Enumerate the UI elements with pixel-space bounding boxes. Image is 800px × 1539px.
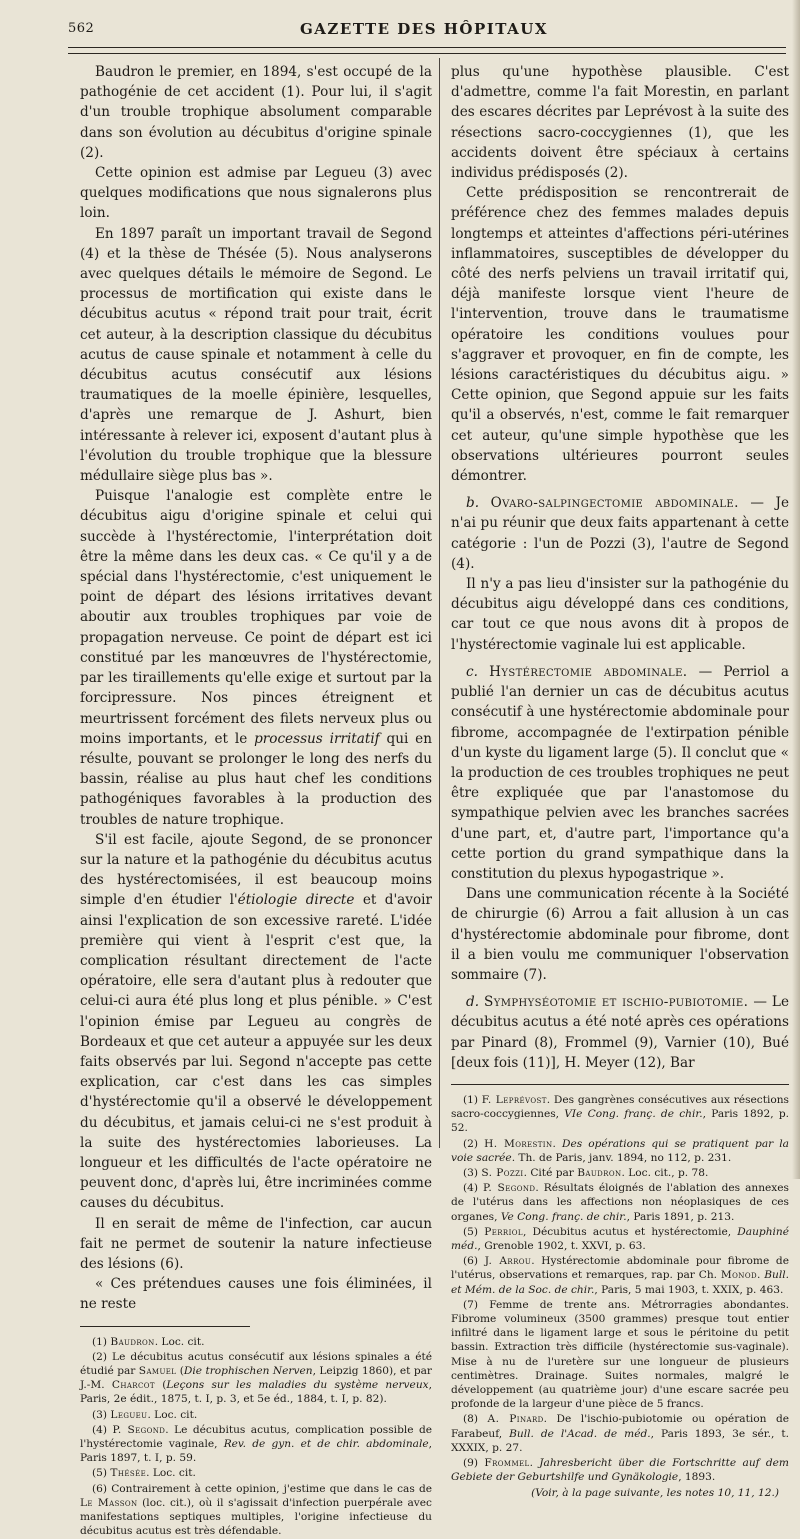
footnote: (4) P. Segond. Le décubitus acutus, complication possible de l'hystérectomie vaginale, Rev. de gyn. et de chir. abdominale, Paris 1897, t. I, p. 59.	[80, 1423, 432, 1465]
journal-title: GAZETTE DES HÔPITAUX	[299, 20, 548, 38]
page-header	[68, 14, 780, 44]
footnotes-right	[451, 1093, 789, 1501]
footnote: (8) A. Pinard. De l'ischio-pubiotomie ou opération de Farabeuf, Bull. de l'Acad. de méd., Paris 1893, 3e sér., t. XXXIX, p. 27.	[451, 1413, 790, 1454]
footnote: (1) F. Leprévost. Des gangrènes consécutives aux résections sacro-coccygiennes, VIe Cong. franç. de chir., Paris 1892, p. 52.	[451, 1093, 790, 1135]
paragraph: Il n'y a pas lieu d'insister sur la pathogénie du décubitus aigu développé dans ces conditions, car tout ce que nous avons dit à propos de l'hystérectomie vaginale lui est applicable.	[451, 576, 789, 653]
section-heading: Symphyséotomie et ischio-pubiotomie.	[484, 994, 749, 1011]
section-paragraph: c. Hystérectomie abdominale. — Perriol a publié l'an dernier un cas de décubitus acutus consécutif à une hystérectomie abdominale pour fibrome, accompagnée de l'extirpation pénible d'un kyste du ligament large (5). Il conclut que « la production de ces troubles trophiques ne peut être expliquée que par l'anastomose du sympathique pelvien avec les branches sacrées d'une part, et, d'autre part, l'importance qu'a cette portion du grand sympathique dans la constitution du plexus hypogastrique ».	[451, 663, 789, 882]
section-letter: d.	[466, 994, 480, 1011]
section-heading: Hystérectomie abdominale.	[489, 663, 688, 680]
paragraph: En 1897 paraît un important travail de Segond (4) et la thèse de Thésée (5). Nous analyserons avec quelques détails le mémoire de Segond. Le processus de mortification qui existe dans le décubitus acutus « répond trait pour trait, écrit cet auteur, à la description classique du décubitus acutus de cause spinale et notamment à celle du décubitus acutus consécutif aux lésions traumatiques de la moelle épinière, lesquelles, d'après une remarque de J. Ashurt, bien intéressante à relever ici, exposent d'autant plus à l'évolution du trouble trophique que la blessure médullaire siège plus bas ».	[80, 225, 432, 485]
page-edge-shadow	[792, 0, 800, 1179]
footnote: (5) Perriol, Décubitus acutus et hystérectomie, Dauphiné méd., Grenoble 1902, t. XXVI, p. 63.	[451, 1225, 789, 1252]
footnote: (9) Frommel. Jahresbericht über die Fortschritte auf dem Gebiete der Geburtshilfe und Gynäkologie, 1893.	[451, 1457, 789, 1484]
section-heading: Ovaro-salpingectomie abdominale.	[490, 495, 739, 512]
paragraph: Cette prédisposition se rencontrerait de préférence chez des femmes malades depuis longtemps et atteintes d'affections péri-utérines inflammatoires, susceptibles de développer du côté des nerfs pelviens un travail irritatif qui, déjà manifeste lorsque vient l'heure de l'intervention, trouve dans le traumatisme opératoire les conditions voulues pour s'aggraver et provoquer, en fin de compte, les lésions caractéristiques du décubitus aigu. » Cette opinion, que Segond appuie sur les faits qu'il a observés, n'est, comme le fait remarquer cet auteur, qu'une simple hypothèse que les observations ultérieures pourront seules démontrer.	[451, 185, 789, 485]
paragraph: Dans une communication récente à la Société de chirurgie (6) Arrou a fait allusion à un cas d'hystérectomie abdominale pour fibrome, dont il a bien voulu me communiquer l'observation sommaire (7).	[451, 886, 789, 983]
footnote: (6) J. Arrou. Hystérectomie abdominale pour fibrome de l'utérus, observations et remarques, rap. par Ch. Monod. Bull. et Mém. de la Soc. de chir., Paris, 5 mai 1903, t. XXIX, p. 463.	[451, 1255, 789, 1296]
section-paragraph: d. Symphyséotomie et ischio-pubiotomie. — Le décubitus acutus a été noté après ces opérations par Pinard (8), Frommel (9), Varnier (10), Bué [deux fois (11)], H. Meyer (12), Bar	[451, 994, 789, 1071]
header-rule-top	[68, 47, 786, 48]
header-rule-bottom	[68, 53, 786, 54]
paragraph: Il en serait de même de l'infection, car aucun fait ne permet de soutenir la nature infectieuse des lésions (6).	[80, 1215, 432, 1272]
footnote: (7) Femme de trente ans. Métrorragies abondantes. Fibrome volumineux (3500 grammes) presque tout entier infiltré dans le ligament large et sous le péritoine du petit bassin. Extraction très difficile (hystérectomie sus-vaginale). Mise à nu de l'uretère sur une longueur de plusieurs centimètres. Drainage. Suites normales, malgré le développement (au quatrième jour) d'une escare sacrée peu profonde de la largeur d'une pièce de 5 francs.	[451, 1298, 790, 1411]
paragraph: « Ces prétendues causes une fois éliminées, il ne reste	[80, 1276, 432, 1313]
paragraph: Cette opinion est admise par Legueu (3) avec quelques modifications que nous signalerons plus loin.	[80, 165, 432, 222]
footnote: (3) S. Pozzi. Cité par Baudron. Loc. cit., p. 78.	[463, 1166, 709, 1179]
footnote: (2) H. Morestin. Des opérations qui se pratiquent par la voie sacrée. Th. de Paris, janv. 1894, no 112, p. 231.	[451, 1137, 789, 1164]
footnote: (2) Le décubitus acutus consécutif aux lésions spinales a été étudié par Samuel (Die trophischen Nerven, Leipzig 1860), et par J.-M. Charcot (Leçons sur les maladies du système nerveux, Paris, 2e édit., 1875, t. I, p. 3, et 5e éd., 1884, t. I, p. 82).	[80, 1350, 432, 1406]
paragraph: Puisque l'analogie est complète entre le décubitus aigu d'origine spinale et celui qui succède à l'hystérectomie, l'interprétation doit être la même dans les deux cas. « Ce qu'il y a de spécial dans l'hystérectomie, c'est uniquement le point de départ des lésions irritatives devant aboutir aux troubles trophiques par voie de propagation nerveuse. Ce point de départ est ici constitué par les manœuvres de l'hystérectomie, par les tiraillements qu'elle exige et surtout par la forcipressure. Nos pinces étreignent et meurtrissent forcément des filets nerveux plus ou moins importants, et le processus irritatif qui en résulte, pouvant se prolonger le long des nerfs du bassin, réalise au plus haut chef les conditions pathogéniques favorables à la production des troubles de nature trophique.	[80, 488, 432, 828]
continuation-note: (Voir, à la page suivante, les notes 10, 11, 12.)	[531, 1487, 779, 1500]
section-letter: c.	[466, 663, 478, 680]
left-column	[80, 62, 432, 1539]
paragraph: S'il est facile, ajoute Segond, de se prononcer sur la nature et la pathogénie du décubitus acutus des hystérectomisées, il est beaucoup moins simple d'en étudier l'étiologie directe et d'avoir ainsi l'explication de son excessive rareté. L'idée première qui vient à l'esprit c'est que, la complication résultant directement de l'acte opératoire, elle sera d'autant plus à redouter que celui-ci aura été plus long et plus pénible. » C'est l'opinion émise par Legueu au congrès de Bordeaux et que cet auteur a appuyée sur les deux faits observés par lui. Segond n'accepte pas cette explication, car c'est dans les cas simples d'hystérectomie qu'il a observé le développement du décubitus, et jamais celui-ci ne s'est produit à la suite des hystérectomies laborieuses. La longueur et les difficultés de l'acte opératoire ne peuvent donc, d'après lui, être incriminées comme causes du décubitus.	[80, 831, 433, 1212]
footnote: (3) Legueu. Loc. cit.	[92, 1408, 198, 1421]
footnote: (1) Baudron. Loc. cit.	[92, 1335, 205, 1348]
section-paragraph: b. Ovaro-salpingectomie abdominale. — Je n'ai pu réunir que deux faits appartenant à cette catégorie : l'un de Pozzi (3), l'autre de Segond (4).	[451, 495, 790, 572]
column-divider	[439, 58, 440, 1148]
paragraph: Baudron le premier, en 1894, s'est occupé de la pathogénie de cet accident (1). Pour lui, il s'agit d'un trouble trophique absolument comparable dans son évolution au décubitus d'origine spinale (2).	[80, 64, 432, 161]
page-number: 562	[68, 21, 95, 36]
paragraph: plus qu'une hypothèse plausible. C'est d'admettre, comme l'a fait Morestin, en parlant des escares décrites par Leprévost à la suite des résections sacro-coccygiennes (1), que les accidents doivent être spéciaux à certains individus prédisposés (2).	[451, 64, 789, 182]
section-letter: b.	[466, 495, 480, 512]
footnote: (4) P. Segond. Résultats éloignés de l'ablation des annexes de l'utérus dans les affections non néoplasiques de ces organes, Ve Cong. franç. de chir., Paris 1891, p. 213.	[451, 1182, 789, 1223]
footnote-rule	[451, 1084, 789, 1085]
footnote: (5) Thésée. Loc. cit.	[92, 1467, 196, 1480]
footnotes-left	[80, 1335, 432, 1539]
footnote-rule	[80, 1326, 250, 1327]
right-column	[451, 62, 789, 1502]
footnote: (6) Contrairement à cette opinion, j'estime que dans le cas de Le Masson (loc. cit.), où il s'agissait d'infection puerpérale avec manifestations septiques multiples, l'origine infectieuse du décubitus acutus est très défendable.	[80, 1482, 432, 1538]
